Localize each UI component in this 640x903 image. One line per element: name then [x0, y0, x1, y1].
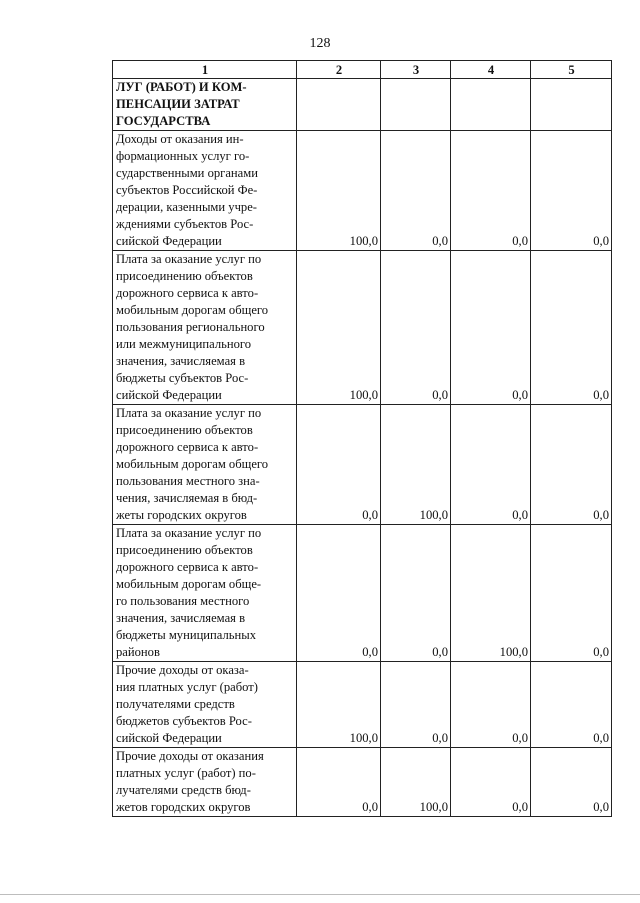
row-name-cell: Плата за оказание услуг по присоединению объектов дорожного сервиса к авто- мобильным дорогам общего пользования местного зна- чения, зачисляемая в бюд- жеты городских округов	[113, 405, 297, 525]
table-body	[113, 79, 612, 817]
value-cell-col5: 0,0	[531, 405, 612, 525]
value-cell-col2: 0,0	[297, 405, 381, 525]
value-cell-col2: 100,0	[297, 662, 381, 748]
value-cell-col4: 0,0	[451, 131, 531, 251]
value-cell-col3: 0,0	[381, 662, 451, 748]
value-cell-col4: 0,0	[451, 748, 531, 817]
table-row	[113, 525, 612, 662]
value-cell-col2	[297, 79, 381, 131]
value-cell-col2: 0,0	[297, 748, 381, 817]
value-cell-col5	[531, 79, 612, 131]
row-name-cell: Доходы от оказания ин- формационных услуг го- сударственными органами субъектов Российской Фе- дерации, казенными учре- ждениями субъектов Рос- сийской Федерации	[113, 131, 297, 251]
value-cell-col3	[381, 79, 451, 131]
value-cell-col4: 0,0	[451, 662, 531, 748]
value-cell-col2: 100,0	[297, 131, 381, 251]
column-header-3: 3	[381, 61, 451, 79]
table-header-row	[113, 61, 612, 79]
value-cell-col5: 0,0	[531, 748, 612, 817]
table-row	[113, 251, 612, 405]
value-cell-col3: 0,0	[381, 131, 451, 251]
value-cell-col3: 0,0	[381, 251, 451, 405]
value-cell-col3: 100,0	[381, 748, 451, 817]
value-cell-col4: 0,0	[451, 251, 531, 405]
value-cell-col5: 0,0	[531, 251, 612, 405]
budget-distribution-table	[112, 60, 612, 817]
value-cell-col5: 0,0	[531, 131, 612, 251]
value-cell-col2: 100,0	[297, 251, 381, 405]
row-name-cell: ЛУГ (РАБОТ) И КОМ- ПЕНСАЦИИ ЗАТРАТ ГОСУДАРСТВА	[113, 79, 297, 131]
column-header-4: 4	[451, 61, 531, 79]
value-cell-col3: 0,0	[381, 525, 451, 662]
value-cell-col5: 0,0	[531, 525, 612, 662]
row-name-cell: Плата за оказание услуг по присоединению объектов дорожного сервиса к авто- мобильным дорогам общего пользования регионального или межмуниципального значения, зачисляемая в бюджеты субъектов Рос- сийской Федерации	[113, 251, 297, 405]
value-cell-col5: 0,0	[531, 662, 612, 748]
row-name-cell: Плата за оказание услуг по присоединению объектов дорожного сервиса к авто- мобильным дорогам обще- го пользования местного значения, зачисляемая в бюджеты муниципальных районов	[113, 525, 297, 662]
value-cell-col3: 100,0	[381, 405, 451, 525]
table-row	[113, 79, 612, 131]
column-header-2: 2	[297, 61, 381, 79]
footer-divider	[0, 894, 640, 895]
row-name-cell: Прочие доходы от оказа- ния платных услуг (работ) получателями средств бюджетов субъектов Рос- сийской Федерации	[113, 662, 297, 748]
table-row	[113, 405, 612, 525]
column-header-5: 5	[531, 61, 612, 79]
row-name-cell: Прочие доходы от оказания платных услуг (работ) по- лучателями средств бюд- жетов городских округов	[113, 748, 297, 817]
value-cell-col4: 100,0	[451, 525, 531, 662]
value-cell-col2: 0,0	[297, 525, 381, 662]
page-number: 128	[309, 36, 331, 51]
value-cell-col4	[451, 79, 531, 131]
column-header-1: 1	[113, 61, 297, 79]
table-row	[113, 662, 612, 748]
table-row	[113, 748, 612, 817]
value-cell-col4: 0,0	[451, 405, 531, 525]
table-row	[113, 131, 612, 251]
